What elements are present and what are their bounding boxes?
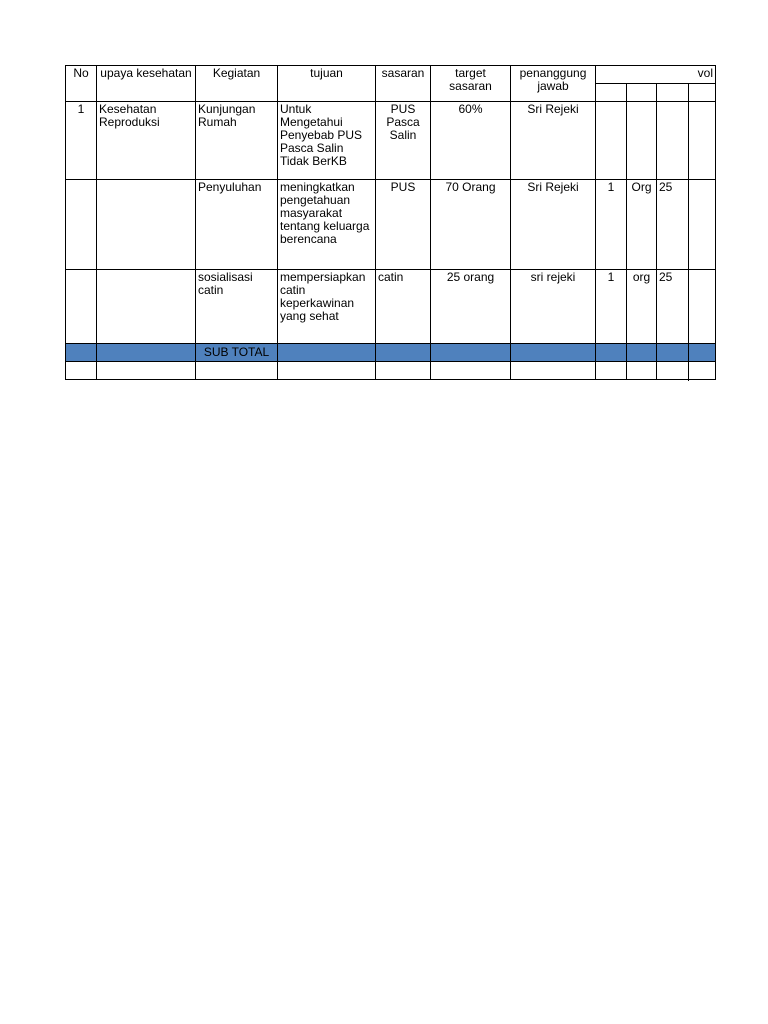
cell-sasaran: catin (376, 270, 431, 344)
empty-cell (627, 362, 657, 380)
table-row (66, 270, 716, 344)
cell-penanggung: sri rejeki (511, 270, 596, 344)
subtotal-cell (596, 344, 627, 362)
cell-target: 60% (431, 102, 511, 180)
header-tujuan: tujuan (278, 66, 376, 102)
subtotal-cell (376, 344, 431, 362)
header-row (66, 66, 716, 84)
cell-target: 70 Orang (431, 180, 511, 270)
cell-vol-3: 25 (657, 180, 716, 270)
empty-cell (596, 362, 627, 380)
subtotal-row (66, 344, 716, 362)
empty-cell (278, 362, 376, 380)
cell-vol-2: org (627, 270, 657, 344)
table-row (66, 102, 716, 180)
cell-kegiatan: Kunjungan Rumah (196, 102, 278, 180)
header-upaya-kesehatan: upaya kesehatan (97, 66, 196, 102)
cell-upaya (97, 270, 196, 344)
cell-target: 25 orang (431, 270, 511, 344)
cell-no (66, 270, 97, 344)
activity-plan-table (65, 65, 716, 380)
subtotal-label: SUB TOTAL (196, 344, 278, 362)
cell-tujuan: mempersiapkan catin keperkawinan yang sehat (278, 270, 376, 344)
header-penanggung-jawab: penanggung jawab (511, 66, 596, 102)
header-volume-sub-2 (627, 84, 657, 102)
cell-penanggung: Sri Rejeki (511, 180, 596, 270)
empty-cell (196, 362, 278, 380)
cell-upaya: Kesehatan Reproduksi (97, 102, 196, 180)
cell-vol-2 (627, 102, 657, 180)
cell-no (66, 180, 97, 270)
empty-cell (376, 362, 431, 380)
cell-sasaran: PUS (376, 180, 431, 270)
header-sasaran: sasaran (376, 66, 431, 102)
cell-no: 1 (66, 102, 97, 180)
header-no: No (66, 66, 97, 102)
cell-tujuan: meningkatkan pengetahuan masyarakat tentang keluarga berencana (278, 180, 376, 270)
page-edge-divider (688, 83, 689, 381)
table-row (66, 180, 716, 270)
header-kegiatan: Kegiatan (196, 66, 278, 102)
header-volume-sub-1 (596, 84, 627, 102)
cell-upaya (97, 180, 196, 270)
cell-vol-2: Org (627, 180, 657, 270)
spreadsheet-page (65, 65, 713, 381)
header-volume-sub-3 (657, 84, 716, 102)
header-volume: vol (596, 66, 716, 84)
cell-vol-1: 1 (596, 180, 627, 270)
cell-penanggung: Sri Rejeki (511, 102, 596, 180)
cell-vol-1 (596, 102, 627, 180)
cell-tujuan: Untuk Mengetahui Penyebab PUS Pasca Salin Tidak BerKB (278, 102, 376, 180)
header-target-sasaran: target sasaran (431, 66, 511, 102)
empty-cell (657, 362, 716, 380)
empty-cell (431, 362, 511, 380)
subtotal-cell (97, 344, 196, 362)
cell-vol-3: 25 (657, 270, 716, 344)
empty-row (66, 362, 716, 380)
subtotal-cell (278, 344, 376, 362)
subtotal-cell (627, 344, 657, 362)
subtotal-cell (66, 344, 97, 362)
cell-kegiatan: Penyuluhan (196, 180, 278, 270)
empty-cell (97, 362, 196, 380)
subtotal-cell (431, 344, 511, 362)
empty-cell (511, 362, 596, 380)
subtotal-cell (657, 344, 716, 362)
empty-cell (66, 362, 97, 380)
cell-vol-3 (657, 102, 716, 180)
subtotal-cell (511, 344, 596, 362)
cell-kegiatan: sosialisasi catin (196, 270, 278, 344)
cell-vol-1: 1 (596, 270, 627, 344)
cell-sasaran: PUS Pasca Salin (376, 102, 431, 180)
